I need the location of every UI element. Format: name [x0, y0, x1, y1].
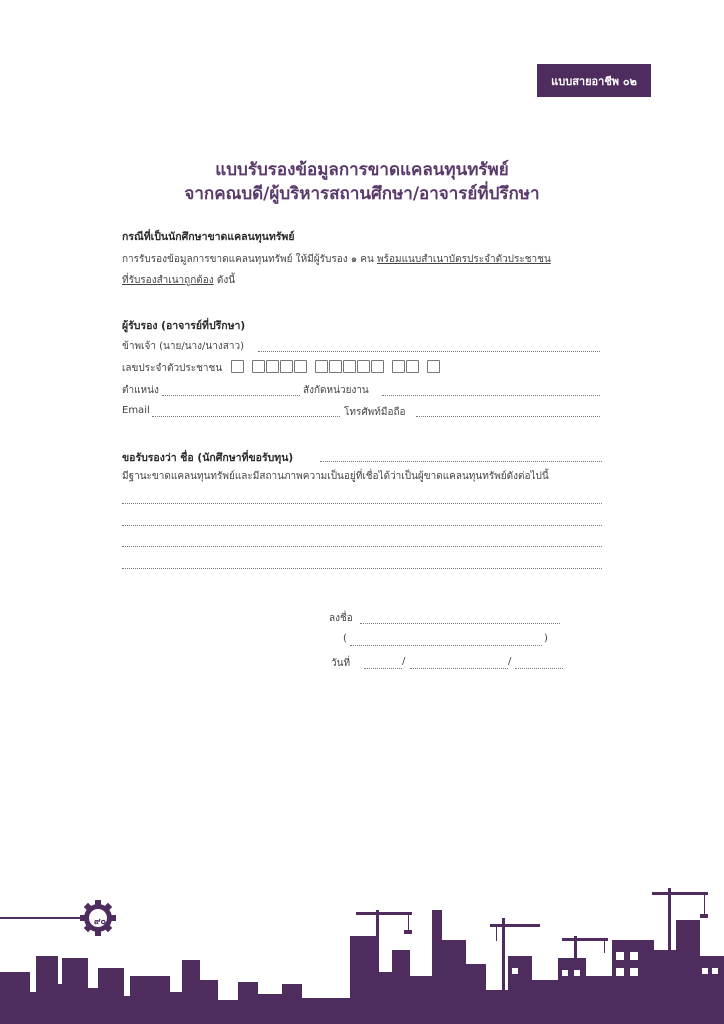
- sign-label: ลงชื่อ: [329, 613, 353, 624]
- certifier-name-label: ข้าพเจ้า (นาย/นาง/นางสาว): [122, 341, 244, 352]
- page-number: ๙๐: [93, 917, 107, 927]
- certifier-heading: ผู้รับรอง (อาจารย์ที่ปรึกษา): [122, 320, 246, 332]
- phone-label: โทรศัพท์มือถือ: [344, 407, 406, 418]
- date-slash-1: /: [402, 656, 406, 667]
- case-heading: กรณีที่เป็นนักศึกษาขาดแคลนทุนทรัพย์: [122, 231, 295, 243]
- id-row: [122, 360, 448, 376]
- open-paren: (: [343, 633, 347, 644]
- case-intro-line2-underlined: ที่รับรองสำเนาถูกต้อง: [122, 275, 214, 286]
- date-label: วันที่: [331, 658, 351, 669]
- position-field[interactable]: [162, 395, 300, 396]
- form-type-badge: แบบสายอาชีพ ๐๒: [537, 64, 651, 97]
- request-statement: มีฐานะขาดแคลนทุนทรัพย์และมีสถานภาพความเป็นอยู่ที่เชื่อได้ว่าเป็นผู้ขาดแคลนทุนทรัพย์ดังต่อไปนี้: [122, 471, 549, 482]
- position-label: ตำแหน่ง: [122, 385, 159, 396]
- student-name-field[interactable]: [320, 461, 602, 462]
- form-title-line2: จากคณบดี/ผู้บริหารสถานศึกษา/อาจารย์ที่ปรึกษา: [184, 184, 540, 204]
- certifier-name-field[interactable]: [258, 351, 600, 352]
- detail-line-4[interactable]: [122, 568, 602, 569]
- city-skyline-illustration: [0, 880, 724, 1024]
- id-label: เลขประจำตัวประชาชน: [122, 363, 223, 374]
- sign-field[interactable]: [360, 623, 560, 624]
- detail-line-3[interactable]: [122, 546, 602, 547]
- detail-line-1[interactable]: [122, 503, 602, 504]
- form-title-line1: แบบรับรองข้อมูลการขาดแคลนทุนทรัพย์: [215, 160, 509, 180]
- phone-field[interactable]: [416, 416, 600, 417]
- email-label: Email: [122, 405, 150, 416]
- agency-label: สังกัดหน่วยงาน: [303, 385, 369, 396]
- date-year-field[interactable]: [515, 668, 563, 669]
- date-slash-2: /: [508, 656, 512, 667]
- id-boxes[interactable]: [231, 363, 448, 374]
- case-intro-line2: [122, 273, 235, 288]
- case-intro-line1: [122, 252, 551, 267]
- agency-field[interactable]: [382, 395, 600, 396]
- case-intro-underlined: พร้อมแนบสำเนาบัตรประจำตัวประชาชน: [377, 254, 551, 265]
- date-day-field[interactable]: [364, 668, 402, 669]
- email-field[interactable]: [152, 416, 340, 417]
- request-heading: ขอรับรองว่า ชื่อ (นักศึกษาที่ขอรับทุน): [122, 452, 294, 464]
- case-intro-line2-plain: ดังนี้: [216, 275, 236, 286]
- printed-name-field[interactable]: [350, 645, 542, 646]
- close-paren: ): [544, 633, 548, 644]
- case-intro-plain: การรับรองข้อมูลการขาดแคลนทุนทรัพย์ ให้มีผู้รับรอง ๑ คน: [122, 254, 374, 265]
- detail-line-2[interactable]: [122, 525, 602, 526]
- date-month-field[interactable]: [410, 668, 508, 669]
